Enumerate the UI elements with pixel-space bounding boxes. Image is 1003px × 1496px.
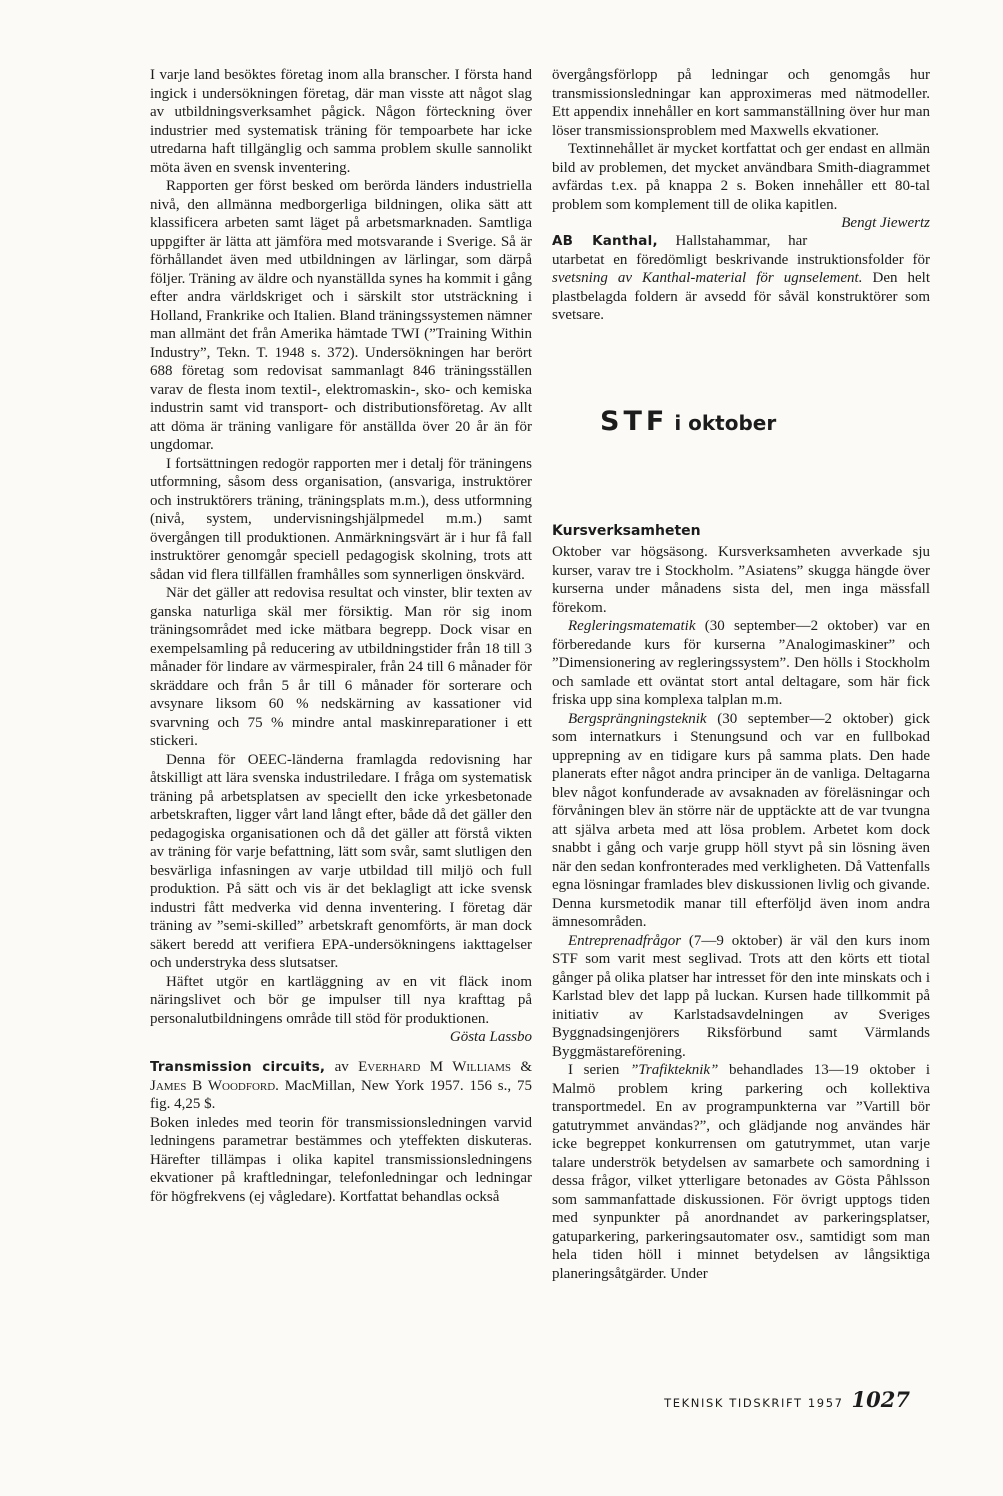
stf-heading-big: STF [600,405,669,437]
review-header [150,1058,532,1114]
journal-name: TEKNISK TIDSKRIFT 1957 [664,1396,844,1410]
paragraph-regleringsmatematik [552,617,930,710]
signature-jiewertz: Bengt Jiewertz [841,215,930,231]
section-heading-kursverksamheten: Kursverksamheten [552,522,701,539]
right-column [552,66,930,1283]
kanthal-italic: svetsning av Kanthal-material för ugnselement. [552,270,863,286]
intro-paragraph: I varje land besöktes företag inom alla branscher. I första hand ingick i undersökningen företag, där man visste att något slag av utbildningsverksamhet pågick. Någon förteckning över industrier med systematisk träning för tempoarbete har icke utredarna haft tillgänglig och samma problem skulle sannolikt möta även en svensk inventering. [150,67,532,176]
kanthal-text-2: Den helt plastbelagda foldern är avsedd för såväl konstruktörer som svetsare. [552,270,930,323]
stf-heading-small: i oktober [674,410,777,435]
review-byline-av: av [334,1059,349,1075]
kanthal-text-1: Hallstahammar, har utarbetat en föredömligt beskrivande instruktionsfolder för [552,233,930,268]
paragraph-rapporten: Rapporten ger först besked om berörda länders industriella nivå, den allmänna medborgerliga bildningen, olika sätt att klassificera arbeten samt läget på arbetsmarknaden. Samtliga uppgifter är lätta att jämföra med motsvarande i Sverige. Så är förhållandet även med utbildningen av lärlingar, som därpå följer. Träning av äldre och nyanställda synes ha kommit i gång efter andra världskriget och i särskilt stor utsträckning i Holland, Frankrike och Italien. Bland träningssystemen nämner man allmänt det från Amerika hämtade TWI (”Training Within Industry”, Tekn. T. 1948 s. 372). Undersökningen har berört 688 företag som redovisat sammanlagt 846 träningsställen varav de flesta inom textil-, elektromaskin-, sko- och kemiska industrin samt vid transport- och distributionsföretag. Av allt att döma är träning vanligare för anställda över 20 år än för ungdomar. [150,178,532,453]
page-number: 1027 [851,1387,910,1412]
review-paragraph-2 [552,140,930,231]
spacer [552,325,930,407]
spacer [552,440,930,522]
kanthal-notice [552,232,930,325]
paragraph-oktober: Oktober var högsäsong. Kursverksamheten avverkade sju kurser, varav tre i Stockholm. ”Asiatens” skugga hängde över kurserna under månadens sista del, men inga mässfall förekom. [552,544,930,616]
signature-lassbo: Gösta Lassbo [449,1029,532,1045]
stf-heading [600,407,930,440]
paragraph-entreprenad [552,932,930,1062]
course-text-bergsprangning: (30 september—2 oktober) gick som internatkurs i Stenungsund och var en fullbokad upprepning av en tidigare kurs på samma plats. Den hade planerats efter något andra principer än de vanliga. Deltagarna blev något konfunderade av avsaknaden av föreläsningar och förvåningen blev än större när de upptäckte att de var tvungna att själva arbeta med att lösa problem. Arbetet kom dock snabbt i gång och varje grupp höll styvt på sin lösning även när den sedan konfronterades med verkligheten. Då Vattenfalls egna lösningar framlades blev diskussionen livlig och givande. Denna kursmetodik manar till efterföljd även inom andra ämnesområden. [552,710,930,930]
review-author-williams: Everhard M Williams [358,1059,511,1075]
left-column [150,66,532,1206]
course-text-entreprenad: (7—9 oktober) är väl den kurs inom STF som varit mest seglivad. Trots att den körts ett tiotal gånger på olika platser har intresset för den inte minskats och i Karlstad blev det lapp på luckan. Kursen hade tillkommit på initiativ av Karlstadsavdelningen av Sveriges Byggnadsingenjörers Riksförbund samt Värmlands Byggmästareförening. [552,932,930,1060]
paragraph-bergsprangning [552,710,930,932]
paragraph-resultat: När det gäller att redovisa resultat och vinster, blir texten av ganska naturliga skäl mer försiktig. Man rör sig inom träningsområdet med icke mätbara begrepp. Dock visar en exempelsamling på reducering av utbildningstider från 18 till 3 månader för lindare av värmespiraler, från 24 till 6 månader för skräddare och från 5 år till 6 månader för sorterare och avsynare liksom 60 % nedskärning av kassationer vid svarvning och 75 % mindre antal maskinreparationer i ett stickeri. [150,585,532,749]
review-publisher: MacMillan, New York 1957. 156 s., 75 fig. 4,25 $. [150,1077,533,1112]
review-continued: övergångsförlopp på ledningar och genomgås hur transmissionsledningar kan approximeras med nätmodeller. Ett appendix innehåller en kort sammanställning över hur man löser transmissionsproblem med Maxwells ekvationer. [552,67,930,139]
trafik-pre: I serien [568,1062,631,1078]
course-text-trafikteknik: behandlades 13—19 oktober i Malmö problem kring parkering och kollektiva transportmedel. En av programpunkterna var ”Vartill bör gatutrymmet användas?”, och glädjande nog användes här icke begreppet konkurrensen om gatutrymmet, utan varje talare underströk betydelsen av samarbete och samordning i dessa frågor, vilket ytterligare betonades av Gösta Påhlsson som sammanfattade diskussionen. För övrigt upptogs tiden med synpunkter på anordnandet av parkeringsplatser, gatuparkering, parkeringsautomater osv., samtidigt som man hela tiden höll i minnet betydelsen av långsiktiga planeringsåtgärder. Under [552,1062,931,1282]
review-body: Boken inledes med teorin för transmissionsledningen varvid ledningens parametrar bestämmes och yteffekten diskuteras. Härefter tillämpas i olika kapitel transmissionsledningens ekvationer på kraftledningar, telefonledningar och ledningar för högfrekvens (ej vågledare). Kortfattat behandlas också [150,1114,532,1205]
review-paragraph-2-text: Textinnehållet är mycket kortfattat och ger endast en allmän bild av problemen, det mycket användbara Smith-diagrammet avfärdas t.ex. på knappa 2 s. Boken innehåller ett 80-tal problem som komplement till de olika kapitlen. [552,141,930,213]
paragraph-trafikteknik [552,1061,930,1283]
course-text-regleringsmatematik: (30 september—2 oktober) var en förberedande kurs för kurserna ”Analogimaskiner” och ”Dimensionering av regleringssystem”. Den hölls i Stockholm och samlade ett oväntat stort antal deltagare, som här fick friska upp sina komplexa talplan m.m. [552,618,930,708]
kanthal-name: AB Kanthal, [552,233,658,249]
paragraph-fortsattningen: I fortsättningen redogör rapporten mer i detalj för träningens utformning, såsom dess organisation, (ansvariga, instruktörer och instruktörers träning, träningsplats m.m.), dess utformning (nivå, system, undervisningshjälpmedel m.m.) samt övergången till produktionen. Anmärkningsvärt är i hur få fall instruktörer genomgår speciell pedagogisk skolning, trots att sådan vid flera tillfällen framhålles som synnerligen önskvärd. [150,455,532,583]
course-title-regleringsmatematik: Regleringsmatematik [568,618,696,634]
paragraph-haftet [150,973,532,1045]
paragraph-haftet-text: Häftet utgör en kartläggning av en vit fläck inom näringslivet och bör ge impulser till nya krafttag på personalutbildningens område till stöd för produktionen. [150,973,532,1027]
course-title-bergsprangning: Bergsprängningsteknik [568,710,707,727]
course-title-trafikteknik: ”Trafikteknik” [630,1062,719,1078]
paragraph-oeec: Denna för OEEC-länderna framlagda redovisning har åtskilligt att lära svenska industriledare. I fråga om systematisk träning på arbetsplatsen av speciellt den icke yrkesbetonade arbetskraften, ligger vårt land långt efter, både då det gäller den pedagogiska organisationen och då det gäller att förstå vikten av träning för varje befattning, lätt som svår, samt slutligen den besvärliga infasningen av varje utbildad till miljö och full produktion. På sätt och vis är det beklagligt att icke svensk industri fått medverka vid denna inventering. I företag där träning av ”semi-skilled” arbetskraft genomförts, är man dock säkert beredd att verifiera EPA-undersökningens iakttagelser och understryka dess slutsatser. [150,751,532,971]
review-title: Transmission circuits, [150,1059,326,1075]
course-title-entreprenad: Entreprenadfrågor [568,932,682,949]
review-byline-and: & [520,1059,532,1075]
review-author-woodford: James B Woodford. [150,1077,279,1094]
page-footer [660,1387,910,1412]
